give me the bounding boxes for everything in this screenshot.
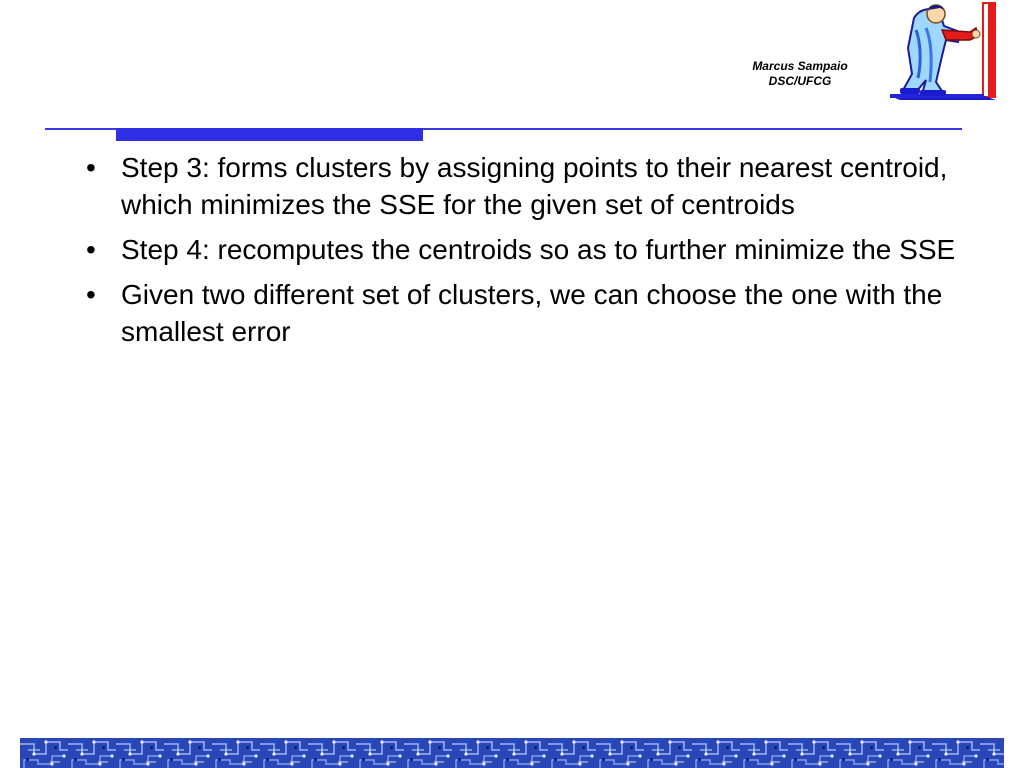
bullet-text: Step 4: recomputes the centroids so as to further minimize the SSE — [121, 234, 956, 265]
bullet-text: Step 3: forms clusters by assigning points to their nearest centroid, which minimizes the SSE for the given set of centroids — [121, 152, 948, 220]
bullet-list — [82, 149, 962, 358]
bullet-icon: • — [86, 152, 96, 183]
figure-pushing-door-icon — [886, 0, 1000, 102]
bullet-item — [82, 276, 962, 350]
author-name: Marcus Sampaio — [752, 59, 848, 73]
author-affiliation: DSC/UFCG — [768, 74, 832, 88]
bullet-icon: • — [86, 279, 96, 310]
bullet-item — [82, 149, 962, 223]
bullet-text: Given two different set of clusters, we can choose the one with the smallest error — [121, 279, 943, 347]
bullet-item — [82, 231, 962, 268]
circuit-pattern-band — [20, 738, 1004, 768]
author-block — [720, 59, 880, 89]
bullet-icon: • — [86, 234, 96, 265]
header-accent-bar — [116, 128, 423, 141]
